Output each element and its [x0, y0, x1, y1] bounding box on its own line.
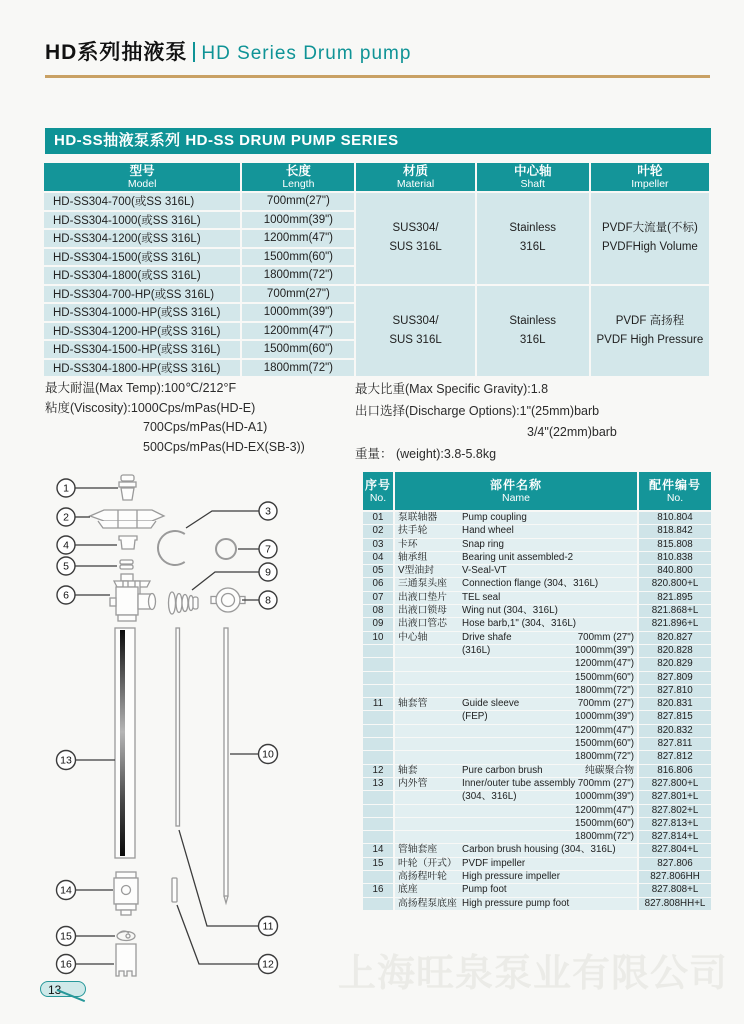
parts-cell: 820.828: [639, 645, 711, 657]
parts-row: [363, 658, 711, 670]
parts-cell: (316L) 1000mm(39"): [395, 645, 637, 657]
parts-cell: [363, 805, 393, 817]
parts-cell: 820.800+L: [639, 578, 711, 590]
parts-cell: 底座 Pump foot: [395, 884, 637, 896]
parts-cell: 06: [363, 578, 393, 590]
parts-cell: 15: [363, 858, 393, 870]
parts-cell: 高扬程叶轮 High pressure impeller: [395, 871, 637, 883]
svg-text:13: 13: [60, 754, 72, 767]
spec-header-cell: 叶轮 Impeller: [591, 163, 709, 191]
part-snap-ring: [158, 531, 185, 565]
spec-table-body: [44, 193, 709, 376]
parts-cell: 1200mm(47"): [395, 725, 637, 737]
parts-row: [363, 592, 711, 604]
callout-7: [259, 540, 277, 558]
callout-6: [57, 586, 75, 604]
length-cell: 700mm(27"): [242, 286, 354, 303]
note-line: 粘度(Viscosity):1000Cps/mPas(HD-E): [45, 400, 256, 415]
material-cell: SUS304/ SUS 316L: [356, 193, 474, 284]
parts-row: [363, 831, 711, 843]
parts-row: [363, 645, 711, 657]
parts-cell: V型油封 V-Seal-VT: [395, 565, 637, 577]
exploded-view-diagram: [40, 470, 350, 990]
note-line: 500Cps/mPas(HD-EX(SB-3)): [143, 439, 305, 454]
callout-2: [57, 508, 75, 526]
parts-cell: 03: [363, 539, 393, 551]
parts-row: [363, 672, 711, 684]
part-hand-wheel: [90, 510, 164, 528]
parts-cell: 810.804: [639, 512, 711, 524]
callout-14: [57, 881, 76, 900]
part-drive-shaft: [224, 628, 228, 903]
part-bearing-unit: [119, 536, 137, 549]
parts-row: [363, 725, 711, 737]
parts-col-code: 配件编号 No.: [639, 472, 711, 510]
spec-header-cell: 型号 Model: [44, 163, 240, 191]
spec-header-cell: 长度 Length: [242, 163, 354, 191]
parts-cell: 管轴套座 Carbon brush housing (304、316L): [395, 844, 637, 856]
model-cell: HD-SS304-1500-HP(或SS 316L): [44, 341, 240, 358]
parts-cell: 扶手轮 Hand wheel: [395, 525, 637, 537]
svg-text:9: 9: [265, 566, 271, 579]
model-cell: HD-SS304-1800(或SS 316L): [44, 267, 240, 284]
parts-cell: 827.800+L: [639, 778, 711, 790]
parts-row: [363, 711, 711, 723]
note-line: 出口选择(Discharge Options):1"(25mm)barb: [355, 403, 600, 418]
parts-cell: [363, 711, 393, 723]
parts-cell: 09: [363, 618, 393, 630]
parts-cell: 827.806: [639, 858, 711, 870]
page-title-en: HD Series Drum pump: [201, 43, 412, 64]
length-cell: 700mm(27"): [242, 193, 354, 210]
parts-col-no: 序号 No.: [363, 472, 393, 510]
parts-cell: 12: [363, 765, 393, 777]
spec-header-cell: 材质 Material: [356, 163, 474, 191]
parts-cell: 827.814+L: [639, 831, 711, 843]
parts-cell: [363, 818, 393, 830]
parts-row: [363, 512, 711, 524]
parts-cell: 07: [363, 592, 393, 604]
parts-cell: 827.812: [639, 751, 711, 763]
notes-right: [355, 379, 715, 465]
parts-cell: 内外管 Inner/outer tube assembly 700mm (27"): [395, 778, 637, 790]
parts-cell: 1500mm(60"): [395, 818, 637, 830]
spec-header-cell: 中心轴 Shaft: [477, 163, 589, 191]
parts-row: [363, 738, 711, 750]
parts-cell: 轴套 Pure carbon brush 纯碳聚合物: [395, 765, 637, 777]
svg-text:2: 2: [63, 511, 69, 524]
note-line: 3/4"(22mm)barb: [527, 425, 617, 439]
page-number: 13: [48, 983, 62, 997]
parts-cell: 02: [363, 525, 393, 537]
parts-cell: 827.810: [639, 685, 711, 697]
parts-cell: 840.800: [639, 565, 711, 577]
parts-cell: 1800mm(72"): [395, 831, 637, 843]
parts-cell: [363, 658, 393, 670]
parts-row: [363, 618, 711, 630]
model-cell: HD-SS304-700(或SS 316L): [44, 193, 240, 210]
spec-table-head: [44, 163, 709, 191]
parts-cell: 827.801+L: [639, 791, 711, 803]
parts-cell: 827.808HH+L: [639, 898, 711, 910]
svg-text:4: 4: [63, 539, 69, 552]
notes-left: [45, 379, 345, 457]
parts-cell: 1500mm(60"): [395, 738, 637, 750]
page-header: [45, 36, 710, 78]
part-tel-seal: [216, 539, 236, 559]
parts-cell: 821.868+L: [639, 605, 711, 617]
page-number-badge: [40, 981, 86, 997]
parts-cell: [363, 898, 393, 910]
parts-cell: [363, 725, 393, 737]
leader-lines: [75, 488, 259, 964]
parts-cell: 827.802+L: [639, 805, 711, 817]
model-cell: HD-SS304-1000-HP(或SS 316L): [44, 304, 240, 321]
svg-text:7: 7: [265, 543, 271, 556]
parts-cell: 出液口锁母 Wing nut (304、316L): [395, 605, 637, 617]
svg-text:3: 3: [265, 505, 271, 518]
part-guide-sleeve: [176, 628, 180, 826]
material-cell: SUS304/ SUS 316L: [356, 286, 474, 377]
part-outer-tube: [115, 628, 135, 858]
length-cell: 1200mm(47"): [242, 323, 354, 340]
parts-row: [363, 698, 711, 710]
svg-text:8: 8: [265, 594, 271, 607]
length-cell: 1500mm(60"): [242, 249, 354, 266]
callout-12: [259, 955, 278, 974]
parts-cell: 827.809: [639, 672, 711, 684]
part-impeller: [117, 931, 135, 941]
parts-cell: [363, 685, 393, 697]
series-banner: HD-SS抽液泵系列 HD-SS DRUM PUMP SERIES: [45, 128, 711, 154]
parts-cell: 827.815: [639, 711, 711, 723]
parts-cell: [363, 831, 393, 843]
model-cell: HD-SS304-1800-HP(或SS 316L): [44, 360, 240, 377]
parts-cell: [363, 871, 393, 883]
parts-row: [363, 858, 711, 870]
callout-9: [259, 563, 277, 581]
parts-table-body: [363, 512, 711, 910]
parts-row: [363, 525, 711, 537]
parts-cell: 827.811: [639, 738, 711, 750]
shaft-cell: Stainless 316L: [477, 193, 589, 284]
parts-cell: 1500mm(60"): [395, 672, 637, 684]
callout-11: [259, 917, 278, 936]
parts-row: [363, 844, 711, 856]
callout-3: [259, 502, 277, 520]
parts-cell: (FEP) 1000mm(39"): [395, 711, 637, 723]
parts-cell: 14: [363, 844, 393, 856]
parts-row: [363, 765, 711, 777]
parts-cell: 821.896+L: [639, 618, 711, 630]
callout-5: [57, 557, 75, 575]
spec-table: [42, 161, 711, 378]
model-cell: HD-SS304-1500(或SS 316L): [44, 249, 240, 266]
parts-cell: 818.842: [639, 525, 711, 537]
parts-cell: 1200mm(47"): [395, 658, 637, 670]
parts-cell: 05: [363, 565, 393, 577]
parts-cell: 810.838: [639, 552, 711, 564]
svg-text:12: 12: [262, 958, 274, 971]
parts-row: [363, 605, 711, 617]
parts-cell: 820.832: [639, 725, 711, 737]
note-line: 最大耐温(Max Temp):100℃/212°F: [45, 381, 237, 395]
part-hose-barb: [169, 592, 199, 614]
parts-row: [363, 778, 711, 790]
svg-text:5: 5: [63, 560, 69, 573]
note-line: 最大比重(Max Specific Gravity):1.8: [355, 382, 549, 396]
gold-rule: [45, 75, 710, 78]
part-pump-coupling: [119, 475, 136, 500]
callout-15: [57, 927, 76, 946]
parts-cell: 01: [363, 512, 393, 524]
length-cell: 1000mm(39"): [242, 212, 354, 229]
callout-4: [57, 536, 75, 554]
parts-cell: 08: [363, 605, 393, 617]
spec-row: [44, 193, 709, 210]
part-connection-flange: [110, 574, 156, 621]
note-line: 重量： (weight):3.8-5.8kg: [355, 446, 497, 461]
title-separator: [193, 42, 195, 62]
parts-cell: 820.827: [639, 632, 711, 644]
model-cell: HD-SS304-1200-HP(或SS 316L): [44, 323, 240, 340]
svg-text:14: 14: [60, 884, 72, 897]
page-title-cn: HD系列抽液泵: [45, 41, 188, 64]
parts-cell: 11: [363, 698, 393, 710]
note-line: 700Cps/mPas(HD-A1): [143, 420, 268, 434]
parts-cell: [363, 738, 393, 750]
parts-cell: [363, 645, 393, 657]
parts-cell: 827.806HH: [639, 871, 711, 883]
parts-row: [363, 632, 711, 644]
parts-cell: 04: [363, 552, 393, 564]
parts-row: [363, 565, 711, 577]
impeller-cell: PVDF大流量(不标) PVDFHigh Volume: [591, 193, 709, 284]
parts-row: [363, 751, 711, 763]
parts-cell: 820.831: [639, 698, 711, 710]
parts-cell: 中心轴 Drive shafe 700mm (27"): [395, 632, 637, 644]
parts-row: [363, 791, 711, 803]
parts-cell: 1800mm(72"): [395, 751, 637, 763]
shaft-cell: Stainless 316L: [477, 286, 589, 377]
svg-text:10: 10: [262, 748, 274, 761]
callout-16: [57, 955, 76, 974]
part-wing-nut: [211, 588, 245, 612]
parts-cell: 816.806: [639, 765, 711, 777]
model-cell: HD-SS304-1200(或SS 316L): [44, 230, 240, 247]
parts-col-name: 部件名称 Name: [395, 472, 637, 510]
length-cell: 1200mm(47"): [242, 230, 354, 247]
impeller-cell: PVDF 高扬程 PVDF High Pressure: [591, 286, 709, 377]
parts-cell: [363, 751, 393, 763]
parts-cell: 827.804+L: [639, 844, 711, 856]
parts-row: [363, 898, 711, 910]
svg-text:15: 15: [60, 930, 72, 943]
parts-cell: 叶轮（开式） PVDF impeller: [395, 858, 637, 870]
callout-10: [259, 745, 278, 764]
parts-cell: 13: [363, 778, 393, 790]
parts-cell: 821.895: [639, 592, 711, 604]
parts-row: [363, 685, 711, 697]
callout-8: [259, 591, 277, 609]
part-carbon-brush: [172, 878, 177, 902]
parts-cell: 10: [363, 632, 393, 644]
parts-table-head: [363, 472, 711, 510]
parts-cell: 轴承组 Bearing unit assembled-2: [395, 552, 637, 564]
parts-cell: 泵联轴器 Pump coupling: [395, 512, 637, 524]
company-watermark: 上海旺泉泵业有限公司: [338, 953, 729, 995]
part-pump-foot: [116, 944, 136, 976]
parts-cell: 1200mm(47"): [395, 805, 637, 817]
parts-cell: [363, 791, 393, 803]
model-cell: HD-SS304-1000(或SS 316L): [44, 212, 240, 229]
length-cell: 1800mm(72"): [242, 267, 354, 284]
svg-text:6: 6: [63, 589, 69, 602]
part-brush-housing: [114, 872, 138, 915]
callout-1: [57, 479, 75, 497]
parts-cell: 827.813+L: [639, 818, 711, 830]
parts-cell: 16: [363, 884, 393, 896]
parts-cell: 出液口管芯 Hose barb,1" (304、316L): [395, 618, 637, 630]
length-cell: 1500mm(60"): [242, 341, 354, 358]
parts-cell: 820.829: [639, 658, 711, 670]
parts-row: [363, 539, 711, 551]
svg-text:1: 1: [63, 482, 69, 495]
parts-cell: 轴套管 Guide sleeve 700mm (27"): [395, 698, 637, 710]
parts-cell: (304、316L) 1000mm(39"): [395, 791, 637, 803]
parts-cell: [363, 672, 393, 684]
parts-row: [363, 805, 711, 817]
spec-row: [44, 286, 709, 303]
parts-cell: 高扬程泵底座 High pressure pump foot: [395, 898, 637, 910]
parts-row: [363, 818, 711, 830]
parts-row: [363, 884, 711, 896]
length-cell: 1800mm(72"): [242, 360, 354, 377]
part-v-seal: [120, 560, 133, 569]
svg-text:11: 11: [262, 920, 274, 933]
svg-text:16: 16: [60, 958, 72, 971]
parts-cell: 815.808: [639, 539, 711, 551]
parts-cell: 1800mm(72"): [395, 685, 637, 697]
model-cell: HD-SS304-700-HP(或SS 316L): [44, 286, 240, 303]
parts-cell: 出液口垫片 TEL seal: [395, 592, 637, 604]
length-cell: 1000mm(39"): [242, 304, 354, 321]
callouts: [57, 479, 278, 974]
parts-row: [363, 871, 711, 883]
parts-table: [363, 472, 711, 911]
parts-row: [363, 578, 711, 590]
parts-row: [363, 552, 711, 564]
callout-13: [57, 751, 76, 770]
parts-cell: 三通泵头座 Connection flange (304、316L): [395, 578, 637, 590]
parts-cell: 827.808+L: [639, 884, 711, 896]
parts-cell: 卡环 Snap ring: [395, 539, 637, 551]
